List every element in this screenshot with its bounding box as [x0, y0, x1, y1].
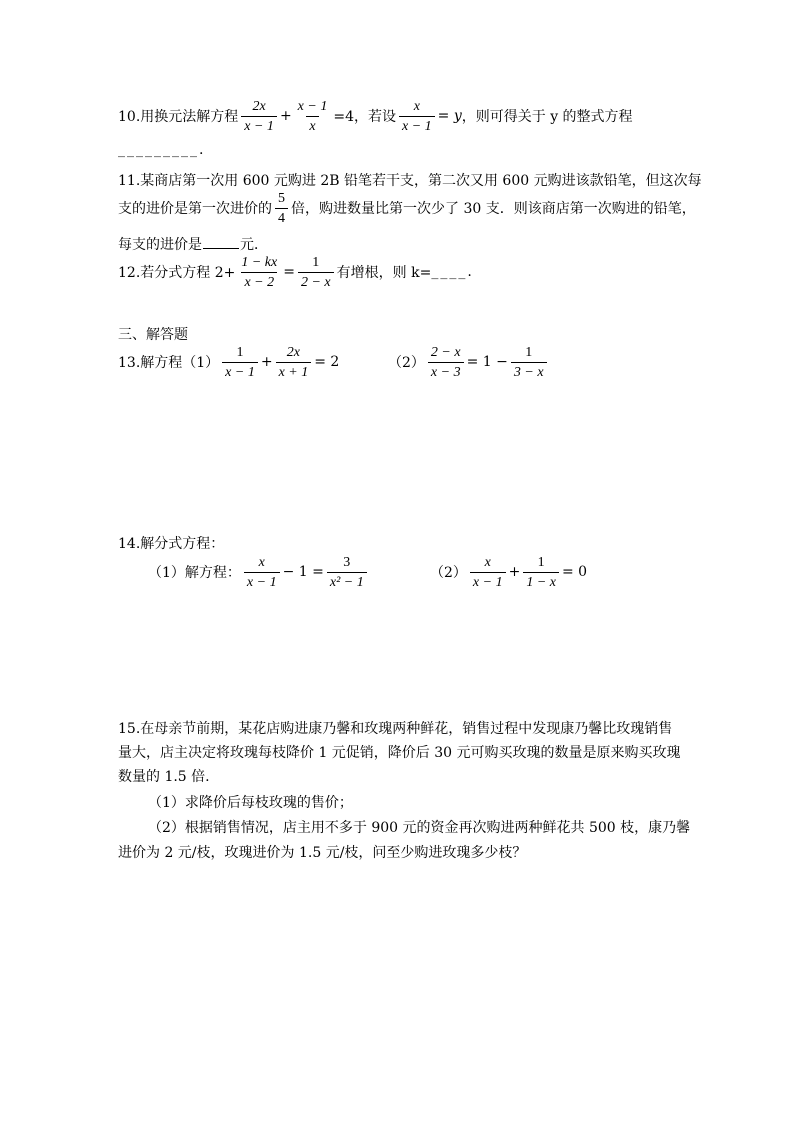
q10-fraction-3: $\frac{x}{x - 1}$	[399, 98, 435, 135]
q14-title: 14.解分式方程：	[118, 536, 225, 552]
q11-line-2b: 倍，购进数量比第一次少了 30 支．则该商店第一次购进的铅笔，	[291, 201, 696, 217]
q11-line-3: 每支的进价是 元．	[118, 234, 268, 254]
question-13-part-2	[388, 340, 550, 384]
q13-b-fraction-2: $\frac{1}{3 - x}$	[511, 344, 547, 381]
q13-lead: 13.解方程（1）	[118, 355, 220, 371]
q13-a-fraction-2: $\frac{2x}{x + 1}$	[276, 344, 312, 381]
question-10	[118, 94, 633, 138]
q12-answer-blank: ____.	[431, 264, 474, 280]
q14-a-label: （1）解方程：	[148, 565, 241, 581]
q14-a-fraction-2: $\frac{3}{\text{x² − 1}}$	[327, 554, 367, 591]
q15-line-3: 数量的 1.5 倍.	[118, 769, 210, 785]
q11-fraction: $\frac{5}{4}$	[275, 190, 288, 227]
q13-a-fraction-1: $\frac{1}{x - 1}$	[222, 344, 258, 381]
question-13-part-1	[118, 340, 339, 384]
q11-line-2a: 支的进价是第一次进价的	[118, 201, 272, 217]
q13-b-eq: = 1 −	[466, 354, 508, 370]
q14-b-eq: = 0	[562, 564, 588, 580]
q10-eq-y: = y	[437, 108, 462, 124]
question-14-part-1	[148, 550, 370, 594]
q10-fraction-2: $\frac{x - 1}{x}$	[297, 98, 328, 134]
q12-fraction-2: $\frac{1}{2 - x}$	[298, 254, 334, 291]
q11-line-1: 11.某商店第一次用 600 元购进 2B 铅笔若干支，第二次又用 600 元购进该款铅笔，但这次每	[118, 173, 702, 189]
q15-sub-2-line-2: 进价为 2 元/枝，玫瑰进价为 1.5 元/枝，问至少购进玫瑰多少枝？	[118, 845, 527, 861]
q13-b-label: （2）	[388, 355, 425, 371]
q12-fraction-1: $\frac{1 - kx}{x - 2}$	[241, 254, 278, 290]
question-12	[118, 250, 474, 294]
q10-answer-blank: _________.	[118, 142, 206, 158]
q12-eq: =	[283, 264, 295, 280]
q15-line-2: 量大，店主决定将玫瑰每枝降价 1 元促销，降价后 30 元可购买玫瑰的数量是原来购买玫瑰	[118, 745, 681, 761]
section-3-title: 三、解答题	[118, 327, 188, 343]
q14-a-fraction-1: $\frac{x}{x - 1}$	[244, 554, 280, 591]
q10-tail: ，则可得关于 y 的整式方程	[461, 109, 633, 125]
q14-b-label: （2）	[430, 565, 467, 581]
q10-fraction-1: $\frac{2x}{x - 1}$	[241, 98, 277, 135]
q13-a-eq: = 2	[314, 354, 340, 370]
q14-b-fraction-2: $\frac{1}{1 - x}$	[523, 554, 559, 591]
q11-line-2	[118, 186, 696, 230]
q12-lead: 12.若分式方程 2+	[118, 265, 236, 281]
q10-lead: 10.用换元法解方程	[118, 109, 239, 125]
q10-eq-text: =4，若设	[333, 109, 396, 125]
q14-b-fraction-1: $\frac{x}{x - 1}$	[470, 554, 506, 591]
q12-tail: 有增根，则 k=	[336, 265, 432, 281]
q13-plus: +	[260, 354, 273, 370]
q13-b-fraction-1: $\frac{2 - x}{x - 3}$	[428, 344, 464, 381]
question-14-part-2	[430, 550, 587, 594]
q15-line-1: 15.在母亲节前期，某花店购进康乃馨和玫瑰两种鲜花，销售过程中发现康乃馨比玫瑰销售	[118, 721, 673, 737]
q14-plus: +	[508, 564, 521, 580]
q15-sub-1: （1）求降价后每枝玫瑰的售价；	[148, 795, 353, 811]
q14-a-mid: − 1 =	[282, 564, 324, 580]
q15-sub-2-line-1: （2）根据销售情况，店主用不多于 900 元的资金再次购进两种鲜花共 500 枝，康乃馨	[148, 820, 691, 836]
q10-plus: +	[279, 108, 292, 124]
q11-answer-blank	[203, 234, 239, 249]
